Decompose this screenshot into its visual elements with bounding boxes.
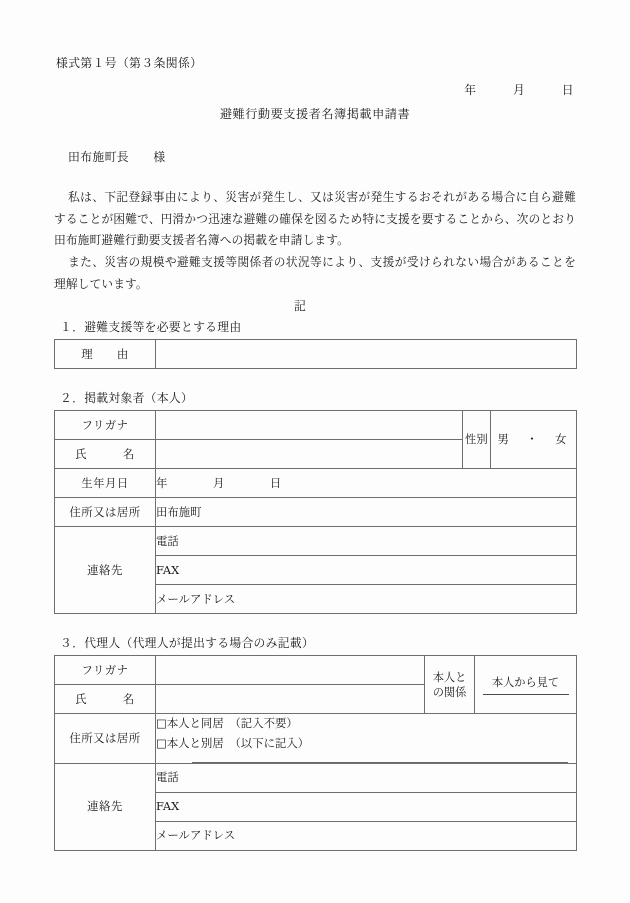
furigana-input-cell[interactable] bbox=[156, 411, 463, 440]
relation-write-line[interactable] bbox=[483, 693, 569, 695]
document-body bbox=[54, 54, 576, 851]
checkbox-same-residence[interactable]: □本人と同居 （記入不要） bbox=[156, 716, 298, 731]
agent-address-label: 住所又は居所 bbox=[55, 714, 156, 764]
table-row bbox=[55, 411, 577, 440]
table-row bbox=[55, 340, 577, 369]
contact-label: 連絡先 bbox=[55, 527, 156, 614]
address-label: 住所又は居所 bbox=[55, 498, 156, 527]
contact-phone-cell[interactable]: 電話 bbox=[156, 527, 577, 556]
table-row bbox=[55, 469, 577, 498]
table-row bbox=[55, 714, 577, 764]
ki-marker: 記 bbox=[294, 299, 306, 314]
paragraph-1: 私は、下記登録事由により、災害が発生し、又は災害が発生するおそれがある場合に自ら避難することが困難で、円滑かつ迅速な避難の確保を図るため特に支援を要することから、次のとおり田布施町避難行動要支援者名簿への掲載を申請します。 bbox=[54, 190, 576, 248]
relation-label bbox=[425, 656, 475, 714]
furigana-label: フリガナ bbox=[55, 411, 156, 440]
reason-label: 理 由 bbox=[55, 340, 156, 369]
document-title: 避難行動要支援者名簿掲載申請書 bbox=[219, 107, 411, 121]
section3-heading: ３．代理人（代理人が提出する場合のみ記載） bbox=[60, 636, 315, 651]
agent-address-cell[interactable] bbox=[156, 714, 577, 764]
section1-heading: １．避難支援等を必要とする理由 bbox=[60, 320, 242, 335]
agent-contact-email-cell[interactable]: メールアドレス bbox=[156, 822, 577, 851]
agent-furigana-input-cell[interactable] bbox=[156, 656, 425, 685]
gender-options-cell[interactable]: 男 ・ 女 bbox=[491, 411, 577, 469]
section3-table bbox=[54, 655, 577, 851]
birthdate-input-cell[interactable]: 年 月 日 bbox=[156, 469, 577, 498]
form-number: 様式第１号（第３条関係） bbox=[56, 56, 203, 70]
name-label: 氏 名 bbox=[55, 440, 156, 469]
section2-heading: ２．掲載対象者（本人） bbox=[60, 391, 194, 406]
name-input-cell[interactable] bbox=[156, 440, 463, 469]
relation-value-cell[interactable] bbox=[475, 656, 577, 714]
relation-label-line2: の関係 bbox=[432, 685, 467, 699]
address-input-cell[interactable]: 田布施町 bbox=[156, 498, 577, 527]
relation-prompt: 本人から見て bbox=[491, 675, 560, 689]
agent-contact-fax-cell[interactable]: FAX bbox=[156, 793, 577, 822]
contact-fax-cell[interactable]: FAX bbox=[156, 556, 577, 585]
relation-label-line1: 本人と bbox=[432, 670, 467, 684]
addressee: 田布施町長 様 bbox=[68, 150, 166, 164]
paragraph-2: また、災害の規模や避難支援等関係者の状況等により、支援が受けられない場合があることを理解しています。 bbox=[54, 254, 576, 291]
agent-contact-phone-cell[interactable]: 電話 bbox=[156, 764, 577, 793]
agent-name-input-cell[interactable] bbox=[156, 685, 425, 714]
table-row bbox=[55, 656, 577, 685]
reason-input-cell[interactable] bbox=[156, 340, 577, 369]
section2-table bbox=[54, 410, 577, 614]
agent-name-label: 氏 名 bbox=[55, 685, 156, 714]
birthdate-label: 生年月日 bbox=[55, 469, 156, 498]
table-row bbox=[55, 764, 577, 793]
section1-table bbox=[54, 339, 577, 369]
agent-contact-label: 連絡先 bbox=[55, 764, 156, 851]
contact-email-cell[interactable]: メールアドレス bbox=[156, 585, 577, 614]
table-row bbox=[55, 498, 577, 527]
gender-label: 性別 bbox=[463, 411, 491, 469]
agent-furigana-label: フリガナ bbox=[55, 656, 156, 685]
checkbox-separate-residence[interactable]: □本人と別居 （以下に記入） bbox=[156, 736, 310, 751]
table-row bbox=[55, 527, 577, 556]
date-line: 年 月 日 bbox=[464, 83, 574, 97]
